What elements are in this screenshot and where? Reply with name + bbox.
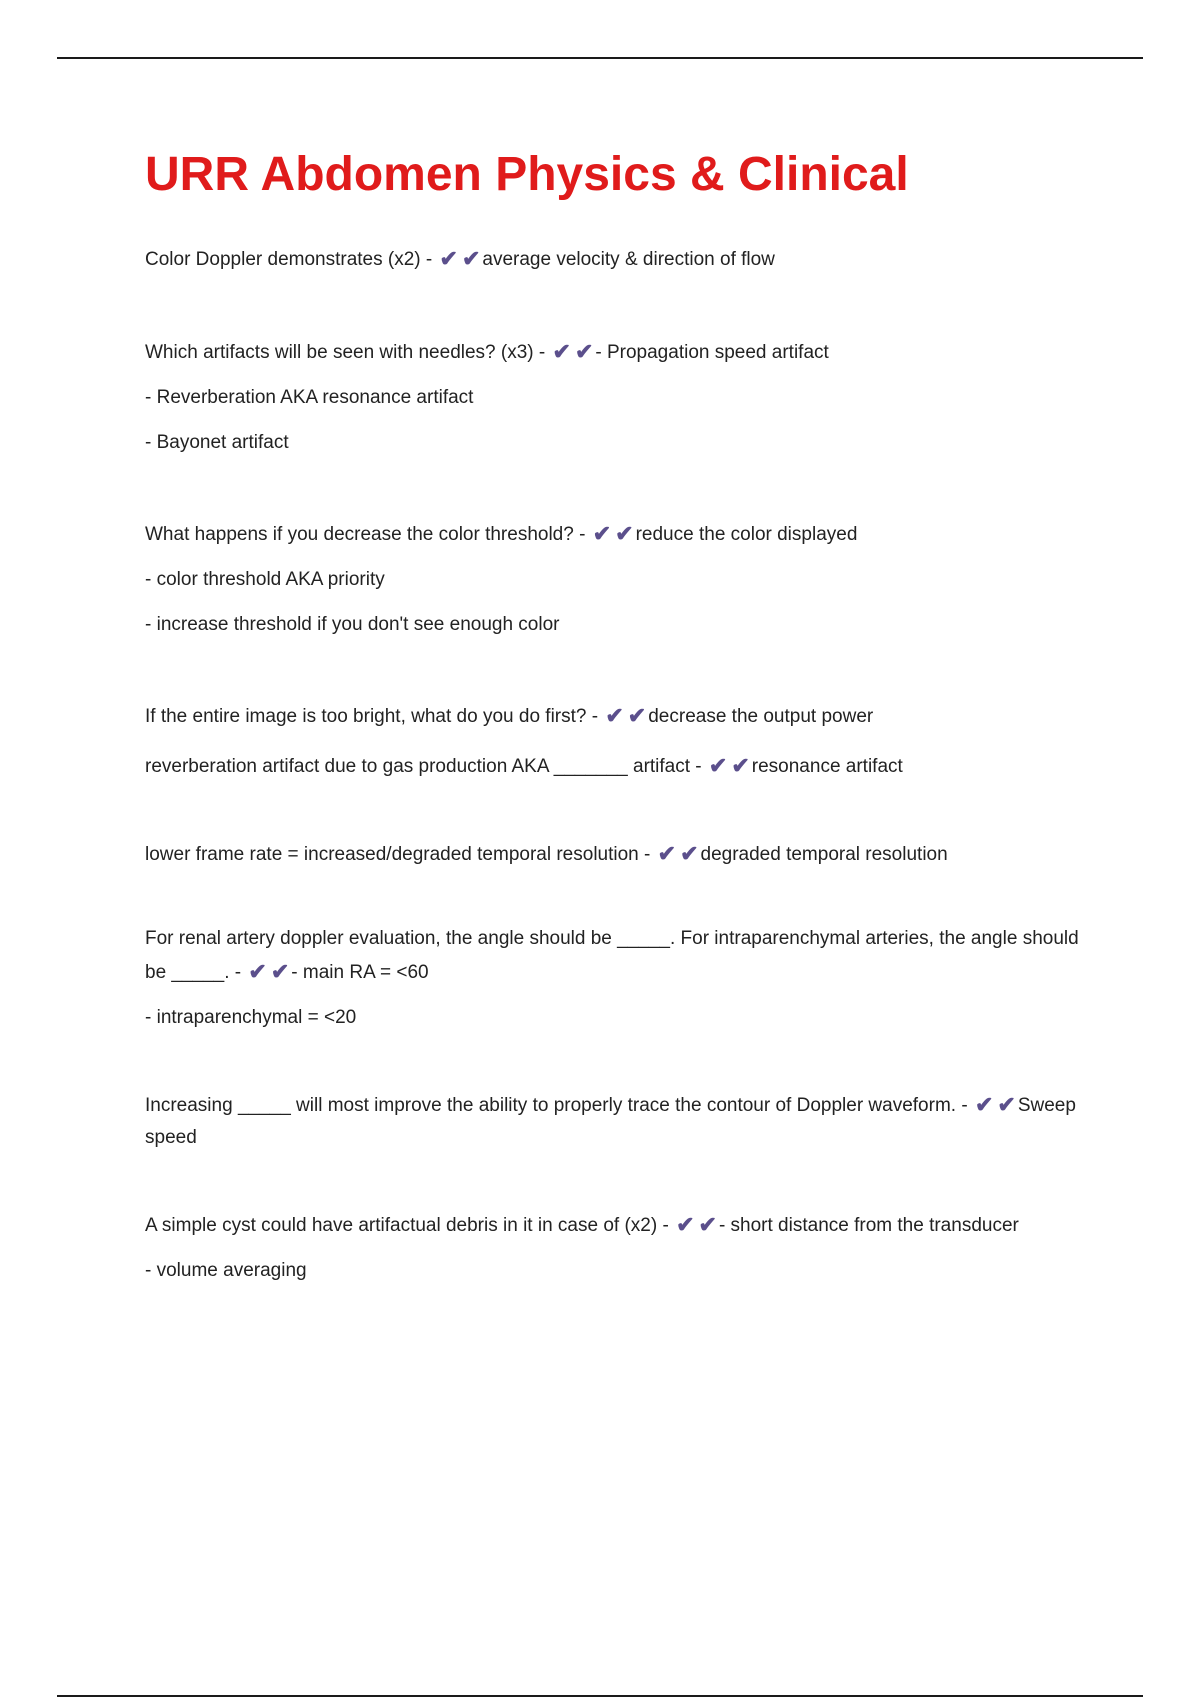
check-icon: ✔	[552, 339, 571, 364]
qa-line	[145, 923, 1085, 989]
check-icon: ✔	[605, 703, 624, 728]
answer-extra-line: - color threshold AKA priority	[145, 569, 385, 590]
question-text: Color Doppler demonstrates (x2) -	[145, 249, 433, 270]
question-text: Increasing _____ will most improve the ability to properly trace the contour of Doppler waveform. -	[145, 1095, 968, 1116]
question-text: lower frame rate = increased/degraded temporal resolution -	[145, 844, 651, 865]
question-text: If the entire image is too bright, what do you do first? -	[145, 706, 599, 727]
check-icon: ✔	[248, 959, 267, 984]
qa-item	[145, 923, 1085, 1034]
check-icon: ✔	[615, 521, 634, 546]
qa-line	[145, 749, 1085, 783]
check-icon: ✔	[698, 1212, 717, 1237]
answer-text: decrease the output power	[648, 706, 874, 727]
qa-item	[145, 335, 1085, 459]
check-icon: ✔	[574, 339, 594, 364]
qa-line	[145, 242, 1085, 276]
question-text: For renal artery doppler evaluation, the angle should be _____. For intraparenchymal arteries, the angle should be _____. -	[145, 928, 1079, 983]
check-icon: ✔	[708, 753, 728, 778]
qa-line	[145, 517, 1085, 551]
qa-line	[145, 837, 1085, 871]
answer-text: average velocity & direction of flow	[482, 249, 775, 270]
qa-line	[145, 335, 1085, 369]
answer-text: resonance artifact	[751, 756, 903, 777]
question-text: Which artifacts will be seen with needles? (x3) -	[145, 342, 546, 363]
check-icon: ✔	[680, 841, 699, 866]
qa-item	[145, 517, 1085, 641]
top-rule	[57, 57, 1143, 59]
qa-item	[145, 1208, 1085, 1287]
answer-text: degraded temporal resolution	[700, 844, 948, 865]
document-content	[145, 140, 1085, 1287]
check-icon: ✔	[461, 246, 481, 271]
qa-item	[145, 699, 1085, 733]
question-text: A simple cyst could have artifactual debris in it in case of (x2) -	[145, 1215, 669, 1236]
qa-line	[145, 1208, 1085, 1242]
answer-text: - short distance from the transducer	[718, 1215, 1019, 1236]
check-icon: ✔	[657, 841, 677, 866]
question-text: reverberation artifact due to gas production AKA _______ artifact -	[145, 756, 702, 777]
qa-item	[145, 242, 1085, 276]
check-icon: ✔	[974, 1092, 994, 1117]
check-icon: ✔	[997, 1092, 1016, 1117]
qa-item	[145, 837, 1085, 871]
check-icon: ✔	[439, 246, 458, 271]
answer-text: - main RA = <60	[291, 962, 429, 983]
check-icon: ✔	[731, 753, 750, 778]
answer-extra-line: - volume averaging	[145, 1260, 307, 1281]
qa-item	[145, 749, 1085, 783]
answer-extra-line: - intraparenchymal = <20	[145, 1007, 357, 1028]
check-icon: ✔	[676, 1212, 695, 1237]
answer-extra-line: - increase threshold if you don't see enough color	[145, 614, 560, 635]
answer-text: Sweep speed	[145, 1095, 1076, 1148]
answer-extra-line: - Bayonet artifact	[145, 432, 289, 453]
document-title: URR Abdomen Physics & Clinical	[145, 148, 909, 201]
qa-line	[145, 699, 1085, 733]
qa-line	[145, 1088, 1085, 1154]
qa-item	[145, 1088, 1085, 1154]
check-icon: ✔	[627, 703, 647, 728]
check-icon: ✔	[592, 521, 612, 546]
question-text: What happens if you decrease the color threshold? -	[145, 524, 586, 545]
check-icon: ✔	[270, 959, 290, 984]
answer-extra-line: - Reverberation AKA resonance artifact	[145, 387, 474, 408]
answer-text: reduce the color displayed	[635, 524, 858, 545]
bottom-rule	[57, 1695, 1143, 1697]
answer-text: - Propagation speed artifact	[595, 342, 829, 363]
